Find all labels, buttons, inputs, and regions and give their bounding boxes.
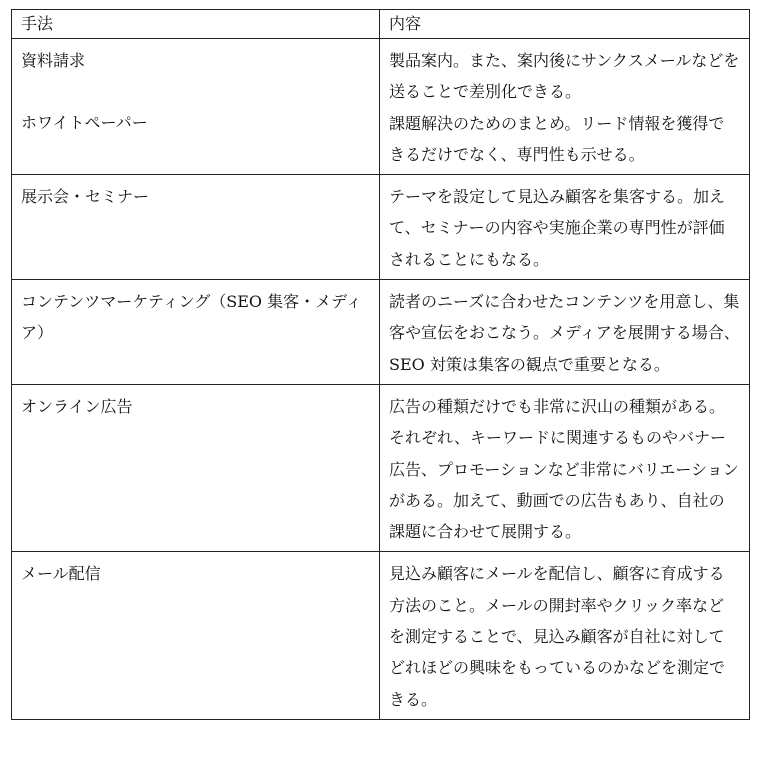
method-cell: オンライン広告 bbox=[12, 384, 380, 551]
content-cell: 読者のニーズに合わせたコンテンツを用意し、集客や宣伝をおこなう。メディアを展開する場合、SEO 対策は集客の観点で重要となる。 bbox=[380, 280, 750, 385]
table-header-row bbox=[12, 10, 750, 39]
table-row bbox=[12, 280, 750, 385]
table-row bbox=[12, 175, 750, 280]
methods-table bbox=[11, 9, 750, 720]
content-cell: テーマを設定して見込み顧客を集客する。加えて、セミナーの内容や実施企業の専門性が評価されることにもなる。 bbox=[380, 175, 750, 280]
method-cell: コンテンツマーケティング（SEO 集客・メディア） bbox=[12, 280, 380, 385]
content-text: 製品案内。また、案内後にサンクスメールなどを送ることで差別化できる。 bbox=[389, 51, 740, 102]
content-text: 課題解決のためのまとめ。リード情報を獲得できるだけでなく、専門性も示せる。 bbox=[389, 113, 725, 164]
content-cell: 見込み顧客にメールを配信し、顧客に育成する方法のこと。メールの開封率やクリック率などを測定することで、見込み顧客が自社に対してどれほどの興味をもっているのかなどを測定できる。 bbox=[380, 552, 750, 719]
method-label: ホワイトペーパー bbox=[21, 113, 148, 133]
content-cell bbox=[380, 39, 750, 175]
method-cell: 展示会・セミナー bbox=[12, 175, 380, 280]
method-cell: メール配信 bbox=[12, 552, 380, 719]
table-row bbox=[12, 384, 750, 551]
table-row bbox=[12, 39, 750, 175]
method-cell bbox=[12, 39, 380, 175]
table-row bbox=[12, 552, 750, 719]
content-cell: 広告の種類だけでも非常に沢山の種類がある。それぞれ、キーワードに関連するものやバナー広告、プロモーションなど非常にバリエーションがある。加えて、動画での広告もあり、自社の課題に合わせて展開する。 bbox=[380, 384, 750, 551]
header-method: 手法 bbox=[12, 10, 380, 39]
method-label: 資料請求 bbox=[21, 51, 86, 70]
spacer bbox=[21, 76, 370, 107]
header-content: 内容 bbox=[380, 10, 750, 39]
